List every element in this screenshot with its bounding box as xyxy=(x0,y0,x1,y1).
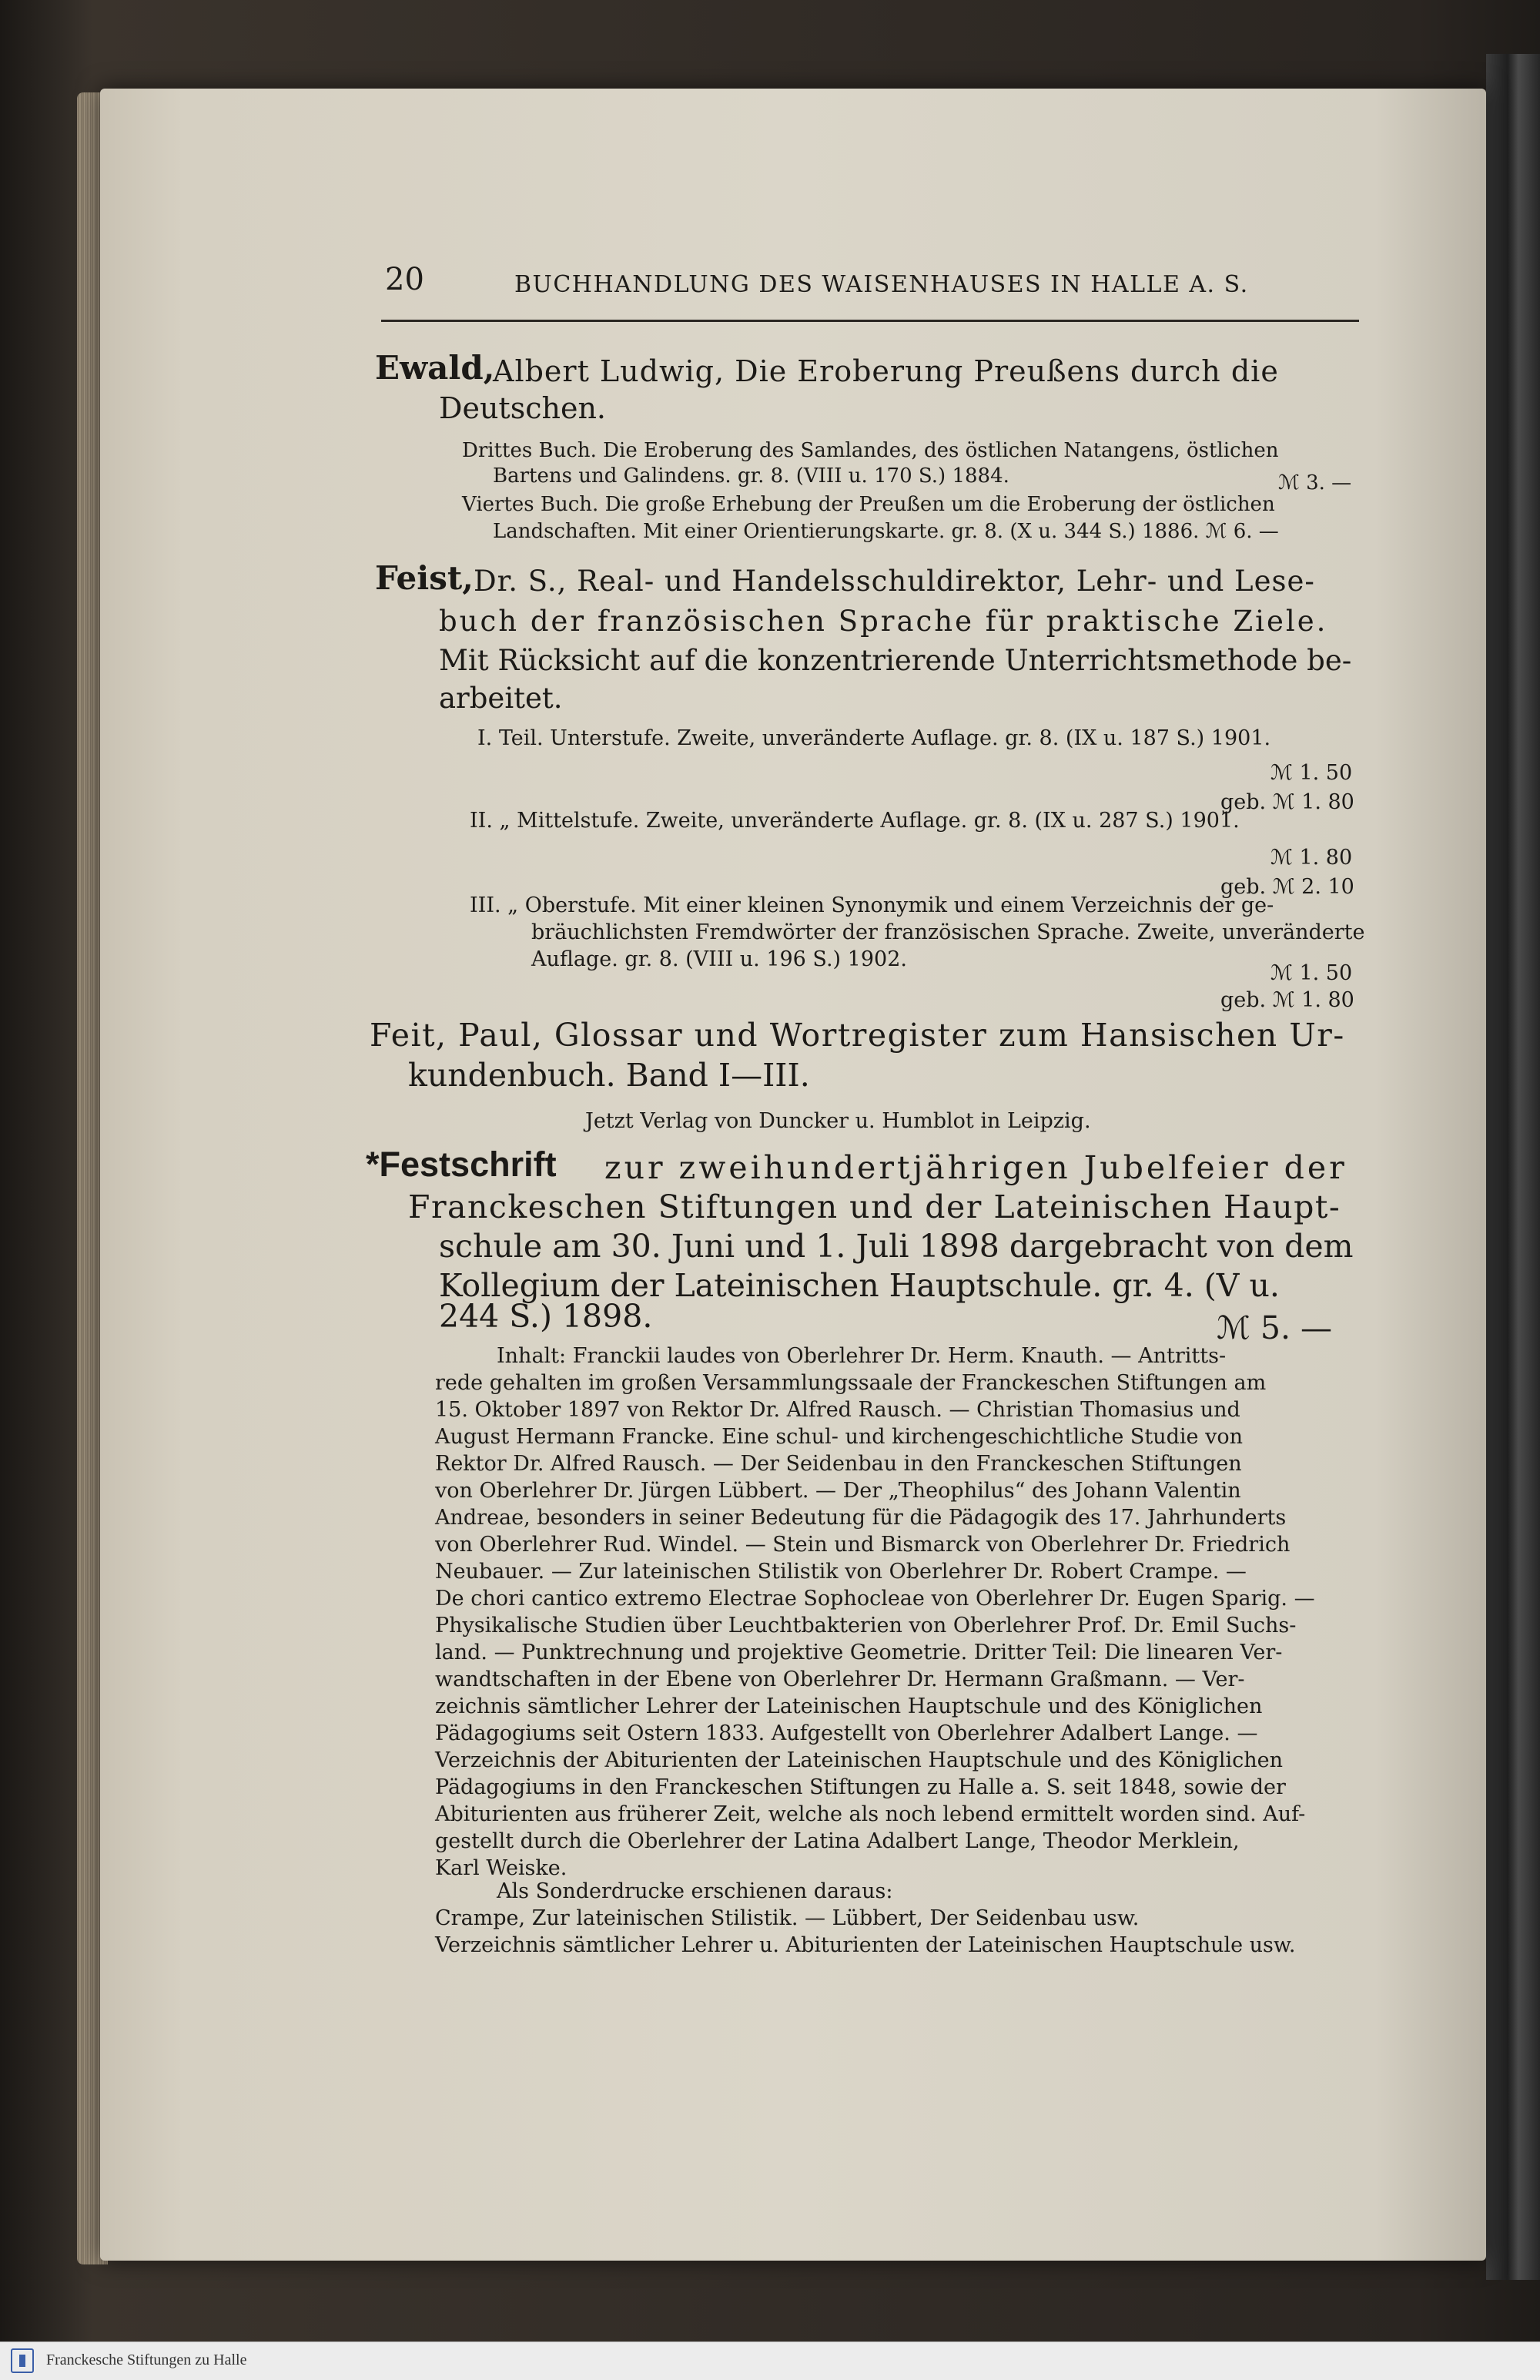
festschrift-contents-line: land. — Punktrechnung und projektive Geometrie. Dritter Teil: Die linearen Ver- xyxy=(435,1641,1283,1664)
feist-part3-line-3: Auflage. gr. 8. (VIII u. 196 S.) 1902. xyxy=(531,947,907,971)
feist-part2: II. „ Mittelstufe. Zweite, unveränderte Auflage. gr. 8. (IX u. 287 S.) 1901. xyxy=(470,809,1240,833)
festschrift-contents-line: Rektor Dr. Alfred Rausch. — Der Seidenbau in den Franckeschen Stiftungen xyxy=(435,1452,1242,1476)
festschrift-line-1: zur zweihundertjährigen Jubelfeier der xyxy=(604,1149,1348,1186)
festschrift-contents-line: zeichnis sämtlicher Lehrer der Lateinischen Hauptschule und des Königlichen xyxy=(435,1694,1263,1718)
footer-credit: Franckesche Stiftungen zu Halle xyxy=(46,2352,247,2368)
page-number: 20 xyxy=(385,262,424,297)
feist-part1: I. Teil. Unterstufe. Zweite, unveränderte Auflage. gr. 8. (IX u. 187 S.) 1901. xyxy=(477,726,1271,750)
festschrift-contents-line: Neubauer. — Zur lateinischen Stilistik von Oberlehrer Dr. Robert Crampe. — xyxy=(435,1560,1247,1584)
festschrift-line-4: Kollegium der Lateinischen Hauptschule. gr. 4. (V u. xyxy=(439,1267,1280,1304)
festschrift-contents-line: Abiturienten aus früherer Zeit, welche als noch lebend ermittelt worden sind. Auf- xyxy=(435,1802,1306,1826)
festschrift-reprint-2: Verzeichnis sämtlicher Lehrer u. Abiturienten der Lateinischen Hauptschule usw. xyxy=(435,1933,1296,1957)
ewald-book3-line-1: Drittes Buch. Die Eroberung des Samlandes, des östlichen Natangens, östlichen xyxy=(462,439,1279,462)
festschrift-contents-line: gestellt durch die Oberlehrer der Latina Adalbert Lange, Theodor Merklein, xyxy=(435,1829,1240,1853)
book-cover-edge xyxy=(1486,54,1540,2280)
festschrift-contents-line: Pädagogiums in den Franckeschen Stiftungen zu Halle a. S. seit 1848, sowie der xyxy=(435,1775,1286,1799)
festschrift-head: *Festschrift xyxy=(366,1145,557,1184)
feist-part1-bound: geb. ℳ 1. 80 xyxy=(1220,790,1354,814)
feist-title-line-1: Dr. S., Real- und Handelsschuldirektor, Lehr- und Lese- xyxy=(474,565,1315,598)
festschrift-line-3: schule am 30. Juni und 1. Juli 1898 dargebracht von dem xyxy=(439,1228,1354,1265)
feist-part3-line-1: III. „ Oberstufe. Mit einer kleinen Synonymik und einem Verzeichnis der ge- xyxy=(470,893,1274,917)
feist-part3-line-2: bräuchlichsten Fremdwörter der französischen Sprache. Zweite, unveränderte xyxy=(531,920,1365,944)
festschrift-contents-line: Verzeichnis der Abiturienten der Lateinischen Hauptschule und des Königlichen xyxy=(435,1748,1284,1772)
ewald-book3-price: ℳ 3. — xyxy=(1278,471,1352,494)
feist-part3-bound: geb. ℳ 1. 80 xyxy=(1220,988,1354,1012)
festschrift-line-5: 244 S.) 1898. xyxy=(439,1298,653,1335)
feist-part3-price: ℳ 1. 50 xyxy=(1270,961,1353,985)
festschrift-contents-line: rede gehalten im großen Versammlungssaale der Franckeschen Stiftungen am xyxy=(435,1371,1267,1395)
ewald-book3-line-2: Bartens und Galindens. gr. 8. (VIII u. 170 S.) 1884. xyxy=(493,464,1009,488)
feit-note: Jetzt Verlag von Duncker u. Humblot in Leipzig. xyxy=(585,1109,1091,1133)
ewald-head: Ewald, xyxy=(375,349,495,387)
festschrift-contents-line: Inhalt: Franckii laudes von Oberlehrer Dr. Herm. Knauth. — Antritts- xyxy=(497,1344,1227,1368)
header-rule xyxy=(381,320,1359,322)
festschrift-contents-line: Physikalische Studien über Leuchtbakterien von Oberlehrer Prof. Dr. Emil Suchs- xyxy=(435,1614,1297,1638)
festschrift-contents-line: von Oberlehrer Rud. Windel. — Stein und Bismarck von Oberlehrer Dr. Friedrich xyxy=(435,1533,1291,1557)
festschrift-price: ℳ 5. — xyxy=(1217,1309,1333,1346)
ewald-book4-line-1: Viertes Buch. Die große Erhebung der Preußen um die Eroberung der östlichen xyxy=(462,493,1275,516)
institution-logo-icon xyxy=(11,2348,34,2373)
festschrift-reprints-head: Als Sonderdrucke erschienen daraus: xyxy=(497,1879,893,1903)
festschrift-contents-line: Andreae, besonders in seiner Bedeutung für die Pädagogik des 17. Jahrhunderts xyxy=(435,1506,1287,1530)
feist-title-line-4: arbeitet. xyxy=(439,682,563,715)
ewald-title-line-2: Deutschen. xyxy=(439,391,606,425)
feit-line-2: kundenbuch. Band I—III. xyxy=(408,1057,810,1094)
festschrift-reprint-1: Crampe, Zur lateinischen Stilistik. — Lübbert, Der Seidenbau usw. xyxy=(435,1906,1140,1930)
festschrift-contents-line: Karl Weiske. xyxy=(435,1856,567,1880)
festschrift-contents-line: August Hermann Francke. Eine schul- und kirchengeschichtliche Studie von xyxy=(435,1425,1243,1449)
feist-title-line-3: Mit Rücksicht auf die konzentrierende Unterrichtsmethode be- xyxy=(439,644,1352,677)
festschrift-line-2: Franckeschen Stiftungen und der Lateinischen Haupt- xyxy=(408,1188,1341,1225)
festschrift-contents-line: De chori cantico extremo Electrae Sophocleae von Oberlehrer Dr. Eugen Sparig. — xyxy=(435,1587,1315,1611)
ewald-book4-line-2: Landschaften. Mit einer Orientierungskarte. gr. 8. (X u. 344 S.) 1886. ℳ 6. — xyxy=(493,520,1279,543)
festschrift-contents-line: Pädagogiums seit Ostern 1833. Aufgestellt von Oberlehrer Adalbert Lange. — xyxy=(435,1721,1258,1745)
running-title: BUCHHANDLUNG DES WAISENHAUSES IN HALLE A. S. xyxy=(514,271,1249,298)
festschrift-contents-line: von Oberlehrer Dr. Jürgen Lübbert. — Der „Theophilus“ des Johann Valentin xyxy=(435,1479,1241,1503)
festschrift-contents-line: 15. Oktober 1897 von Rektor Dr. Alfred Rausch. — Christian Thomasius und xyxy=(435,1398,1240,1422)
feit-line-1: Feit, Paul, Glossar und Wortregister zum Hansischen Ur- xyxy=(370,1017,1345,1054)
feist-part2-bound: geb. ℳ 2. 10 xyxy=(1220,875,1354,899)
feist-part2-price: ℳ 1. 80 xyxy=(1270,846,1353,870)
ewald-title-line-1: Albert Ludwig, Die Eroberung Preußens durch die xyxy=(493,354,1279,388)
feist-part1-price: ℳ 1. 50 xyxy=(1270,761,1353,785)
festschrift-contents-line: wandtschaften in der Ebene von Oberlehrer Dr. Hermann Graßmann. — Ver- xyxy=(435,1668,1245,1691)
feist-head: Feist, xyxy=(375,559,474,597)
footer-bar xyxy=(0,2341,1540,2380)
feist-title-line-2: buch der französischen Sprache für praktische Ziele. xyxy=(439,605,1328,638)
